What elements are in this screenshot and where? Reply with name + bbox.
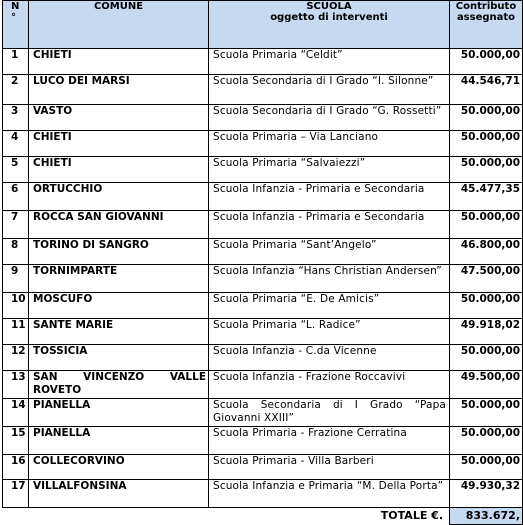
row-importo: 47.500,00 — [450, 265, 523, 293]
table-row — [3, 399, 523, 427]
table-row — [3, 157, 523, 183]
total-value: 833.672, — [450, 508, 523, 525]
row-comune: PIANELLA — [29, 427, 209, 455]
row-importo: 44.546,71 — [450, 75, 523, 105]
table-row — [3, 49, 523, 75]
total-label: TOTALE €. — [380, 509, 443, 522]
table-row — [3, 75, 523, 105]
row-scuola: Scuola Primaria “L. Radice” — [209, 319, 450, 345]
row-number: 2 — [3, 75, 29, 105]
row-importo: 45.477,35 — [450, 183, 523, 211]
row-importo: 50.000,00 — [450, 157, 523, 183]
row-scuola: Scuola Primaria - Frazione Cerratina — [209, 427, 450, 455]
row-scuola: Scuola Primaria “Celdit” — [209, 49, 450, 75]
row-number: 15 — [3, 427, 29, 455]
table-row — [3, 105, 523, 131]
row-comune: CHIETI — [29, 131, 209, 157]
header-scuola — [209, 1, 450, 49]
row-number: 17 — [3, 480, 29, 508]
table-row — [3, 239, 523, 265]
row-comune: VILLALFONSINA — [29, 480, 209, 508]
row-comune: TOSSICIA — [29, 345, 209, 371]
row-scuola: Scuola Infanzia - Frazione Roccavivi — [209, 371, 450, 399]
table-body — [3, 49, 523, 525]
row-comune: TORINO DI SANGRO — [29, 239, 209, 265]
table-row — [3, 345, 523, 371]
table-row — [3, 371, 523, 399]
header-comune: COMUNE — [29, 1, 209, 49]
table-row — [3, 455, 523, 480]
row-importo: 50.000,00 — [450, 455, 523, 480]
total-row — [3, 508, 523, 525]
header-number: N° — [3, 1, 29, 49]
row-number: 10 — [3, 293, 29, 319]
table-header-row — [3, 1, 523, 49]
row-comune: PIANELLA — [29, 399, 209, 427]
row-importo: 50.000,00 — [450, 49, 523, 75]
row-comune: COLLECORVINO — [29, 455, 209, 480]
row-number: 16 — [3, 455, 29, 480]
row-comune: LUCO DEI MARSI — [29, 75, 209, 105]
row-scuola: Scuola Primaria “Salvaiezzi” — [209, 157, 450, 183]
row-scuola: Scuola Primaria - Villa Barberi — [209, 455, 450, 480]
row-importo: 50.000,00 — [450, 427, 523, 455]
row-importo: 49.918,02 — [450, 319, 523, 345]
row-scuola: Scuola Infanzia e Primaria “M. Della Porta” — [209, 480, 450, 508]
row-scuola: Scuola Primaria “E. De Amicis” — [209, 293, 450, 319]
row-number: 4 — [3, 131, 29, 157]
row-scuola: Scuola Secondaria di I Grado “Papa Giovanni XXIII” — [209, 399, 450, 427]
table-row — [3, 293, 523, 319]
table-row — [3, 265, 523, 293]
row-comune: VASTO — [29, 105, 209, 131]
row-importo: 50.000,00 — [450, 399, 523, 427]
table-row — [3, 211, 523, 239]
row-number: 9 — [3, 265, 29, 293]
row-comune: CHIETI — [29, 157, 209, 183]
header-contributo: Contributo assegnato — [450, 1, 523, 49]
row-importo: 49.930,32 — [450, 480, 523, 508]
header-scuola-title: SCUOLA — [306, 1, 352, 12]
row-number: 12 — [3, 345, 29, 371]
row-number: 6 — [3, 183, 29, 211]
row-comune: MOSCUFO — [29, 293, 209, 319]
row-comune: TORNIMPARTE — [29, 265, 209, 293]
row-scuola: Scuola Primaria – Via Lanciano — [209, 131, 450, 157]
row-number: 13 — [3, 371, 29, 399]
row-importo: 50.000,00 — [450, 131, 523, 157]
table-row — [3, 480, 523, 508]
row-number: 11 — [3, 319, 29, 345]
row-comune: SANTE MARIE — [29, 319, 209, 345]
row-scuola: Scuola Secondaria di I Grado “I. Silonne” — [209, 75, 450, 105]
header-scuola-subtitle: oggetto di interventi — [270, 12, 388, 23]
row-number: 8 — [3, 239, 29, 265]
row-importo: 46.800,00 — [450, 239, 523, 265]
row-scuola: Scuola Infanzia - Primaria e Secondaria — [209, 183, 450, 211]
row-comune: ROCCA SAN GIOVANNI — [29, 211, 209, 239]
row-importo: 50.000,00 — [450, 293, 523, 319]
table-row — [3, 183, 523, 211]
row-comune: ORTUCCHIO — [29, 183, 209, 211]
contributions-table — [2, 0, 523, 525]
row-importo: 50.000,00 — [450, 105, 523, 131]
row-scuola: Scuola Secondaria di I Grado “G. Rossetti” — [209, 105, 450, 131]
row-scuola: Scuola Infanzia - Primaria e Secondaria — [209, 211, 450, 239]
row-number: 14 — [3, 399, 29, 427]
row-comune: CHIETI — [29, 49, 209, 75]
row-comune: SAN VINCENZO VALLE ROVETO — [29, 371, 209, 399]
row-scuola: Scuola Primaria “Sant’Angelo” — [209, 239, 450, 265]
row-number: 5 — [3, 157, 29, 183]
table-row — [3, 319, 523, 345]
row-number: 3 — [3, 105, 29, 131]
row-number: 1 — [3, 49, 29, 75]
row-scuola: Scuola Infanzia “Hans Christian Andersen” — [209, 265, 450, 293]
row-scuola: Scuola Infanzia - C.da Vicenne — [209, 345, 450, 371]
row-importo: 49.500,00 — [450, 371, 523, 399]
row-importo: 50.000,00 — [450, 211, 523, 239]
table-row — [3, 131, 523, 157]
row-number: 7 — [3, 211, 29, 239]
table-row — [3, 427, 523, 455]
row-importo: 50.000,00 — [450, 345, 523, 371]
